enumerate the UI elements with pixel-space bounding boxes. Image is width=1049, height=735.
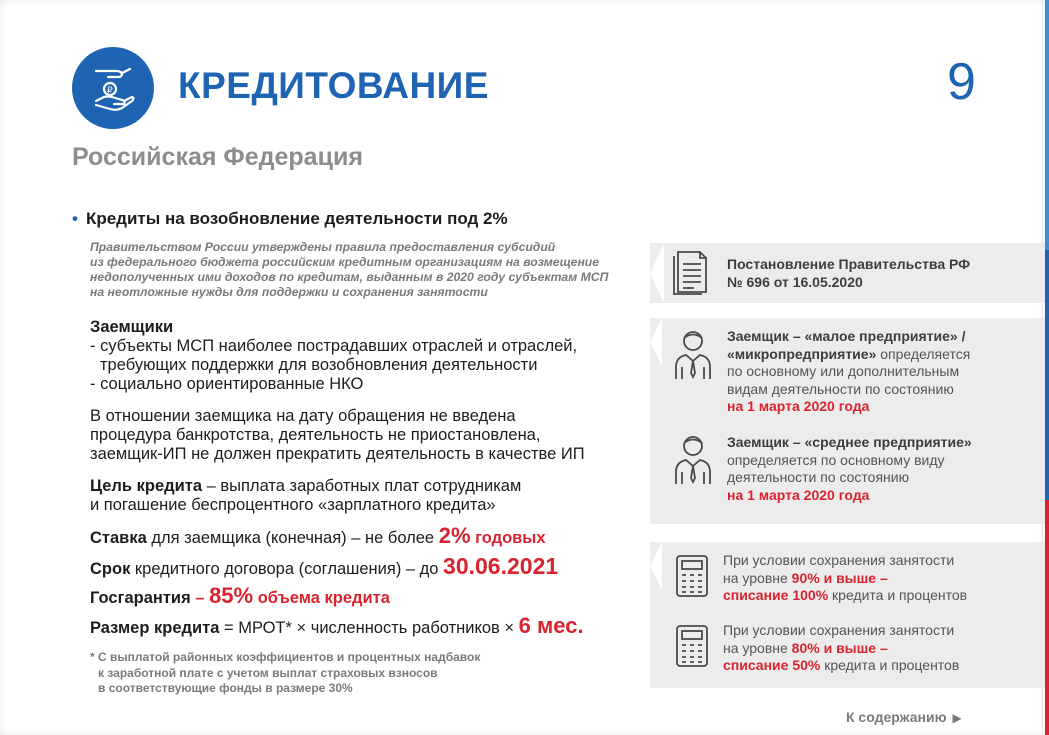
svg-text:₽: ₽	[107, 85, 113, 95]
small-enterprise-text	[727, 328, 970, 416]
calculator-icon	[674, 553, 710, 599]
guarantee-suffix: объема кредита	[253, 589, 390, 607]
intro-line: Правительством России утверждены правила предоставления субсидий	[90, 240, 556, 254]
small-bold-1: Заемщик – «малое предприятие» /	[727, 328, 966, 344]
write-off-100-rest: кредита и процентов	[828, 587, 968, 603]
amount-text: = МРОТ* × численность работников ×	[219, 619, 519, 637]
write-off-50-line-1: При условии сохранения занятости	[723, 622, 955, 638]
rate-text: для заемщика (конечная) – не более	[146, 529, 439, 547]
decree-panel-notch	[650, 243, 664, 303]
condition-line: заемщик-ИП не должен прекратить деятельность в качестве ИП	[90, 445, 585, 463]
footnote-line-text: к заработной плате с учетом выплат страховых взносов	[98, 665, 438, 680]
bullet-icon: •	[72, 209, 78, 228]
purpose-text-2: и погашение беспроцентного «зарплатного кредита»	[90, 496, 496, 514]
purpose-text: – выплата заработных плат сотрудникам	[202, 477, 522, 495]
amount-line	[90, 614, 584, 640]
borrowers-line-text: требующих поддержки для возобновления деятельности	[100, 356, 538, 374]
guarantee-line	[90, 584, 390, 610]
edge-bar-bottom	[1045, 500, 1049, 735]
write-off-50-threshold: 80% и выше –	[791, 639, 888, 656]
calculator-icon	[674, 623, 710, 669]
edge-bar-middle	[1045, 250, 1049, 500]
intro-line: из федерального бюджета российским кредитным организациям на возмещение	[90, 255, 600, 269]
footnote-line	[90, 681, 480, 697]
edge-bar-top	[1045, 0, 1049, 250]
purpose-block	[90, 477, 521, 515]
term-text: кредитного договора (соглашения) – до	[130, 560, 444, 578]
decree-line-1: Постановление Правительства РФ	[727, 256, 971, 272]
toc-link-label[interactable]: К содержанию	[846, 709, 947, 725]
write-off-100-line-1: При условии сохранения занятости	[723, 552, 955, 568]
borrowers-heading: Заемщики	[90, 318, 174, 336]
medium-date: на 1 марта 2020 года	[727, 486, 870, 503]
borrowers-block	[90, 318, 577, 394]
intro-line: недополученных ими доходов по кредитам, выданным в 2020 году субъектам МСП	[90, 270, 609, 284]
medium-line-3: деятельности по состоянию	[727, 469, 910, 485]
hand-coin-icon	[72, 47, 154, 129]
write-off-100-text	[723, 552, 967, 605]
small-line-4: видам деятельности по состоянию	[727, 380, 954, 397]
footnote-line: * С выплатой районных коэффициентов и процентных надбавок	[90, 650, 481, 664]
document-icon	[672, 248, 710, 296]
conditions-block	[90, 407, 585, 464]
borrowers-line: - социально ориентированные НКО	[90, 375, 364, 393]
rate-label: Ставка	[90, 529, 147, 547]
condition-line: В отношении заемщика на дату обращения не введена	[90, 407, 516, 425]
amount-value: 6 мес.	[518, 613, 584, 638]
footnote-line	[90, 666, 480, 682]
person-icon	[672, 432, 714, 486]
write-off-50-rest: кредита и процентов	[820, 657, 960, 673]
write-off-notch	[650, 542, 662, 590]
write-off-100-threshold: 90% и выше –	[791, 569, 888, 586]
borrower-size-notch	[650, 318, 662, 366]
write-off-50-amount: списание 50%	[723, 657, 821, 673]
rate-line	[90, 524, 546, 550]
decree-text	[727, 256, 970, 291]
guarantee-value: 85%	[209, 583, 254, 608]
person-icon	[672, 327, 714, 381]
intro-line: на неотложные нужды для поддержки и сохранения занятости	[90, 285, 488, 299]
amount-label: Размер кредита	[90, 619, 220, 637]
medium-line-2: определяется по основному виду	[727, 451, 945, 468]
decree-line-2: № 696 от 16.05.2020	[727, 273, 863, 290]
region-heading: Российская Федерация	[72, 143, 363, 171]
medium-bold-1: Заемщик – «среднее предприятие»	[727, 434, 972, 450]
play-arrow-icon: ▶	[952, 711, 962, 725]
condition-line: процедура банкротства, деятельность не приостановлена,	[90, 426, 541, 444]
guarantee-label: Госгарантия	[90, 589, 191, 607]
small-date: на 1 марта 2020 года	[727, 398, 870, 414]
page-number: 9	[947, 53, 976, 111]
intro-text	[90, 240, 630, 300]
borrowers-line: - субъекты МСП наиболее пострадавших отраслей и отраслей,	[90, 337, 578, 355]
small-rest-2: определяется	[876, 345, 971, 362]
borrowers-line	[90, 356, 577, 375]
rate-value: 2%	[438, 523, 471, 548]
term-line	[90, 553, 558, 582]
term-label: Срок	[90, 560, 131, 578]
purpose-label: Цель кредита	[90, 477, 203, 495]
medium-enterprise-text	[727, 434, 972, 504]
write-off-100-amount: списание 100%	[723, 587, 829, 603]
footnote	[90, 650, 480, 697]
section-heading	[72, 209, 508, 229]
write-off-50-pre: на уровне	[723, 639, 792, 656]
page-title: КРЕДИТОВАНИЕ	[178, 65, 489, 106]
rate-suffix: годовых	[470, 529, 546, 547]
guarantee-text: –	[190, 589, 210, 607]
toc-link[interactable]	[846, 709, 962, 725]
write-off-100-pre: на уровне	[723, 569, 792, 586]
small-line-3: по основному или дополнительным	[727, 363, 960, 379]
term-value: 30.06.2021	[443, 553, 559, 579]
section-heading-text: Кредиты на возобновление деятельности под 2%	[85, 209, 508, 228]
write-off-50-text	[723, 622, 959, 675]
footnote-line-text: в соответствующие фонды в размере 30%	[98, 681, 353, 695]
small-bold-2: «микропредприятие»	[727, 345, 877, 362]
